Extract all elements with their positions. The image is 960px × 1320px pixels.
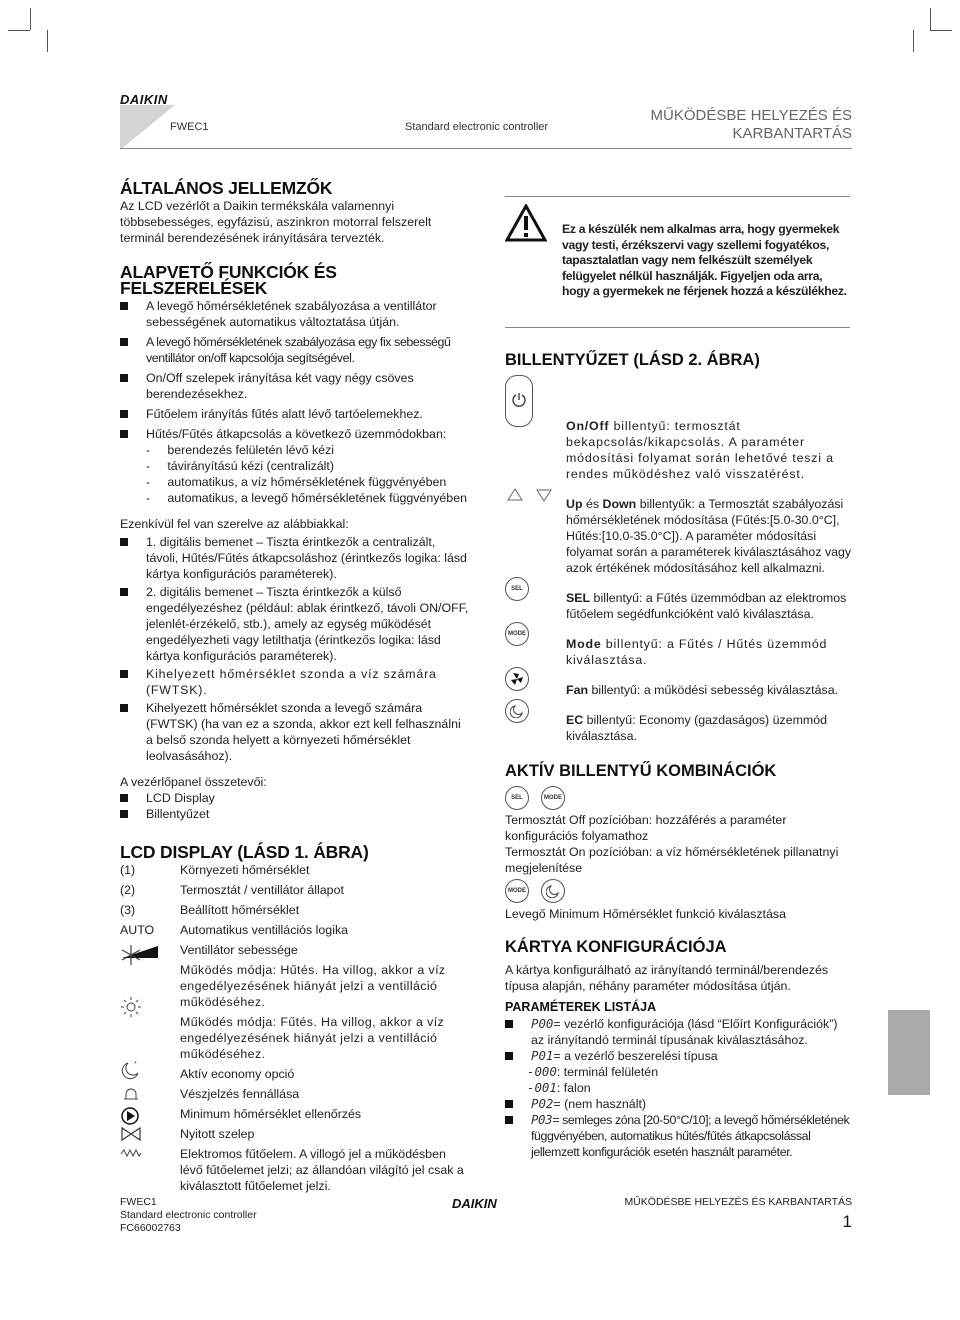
mode-key[interactable]: MODE [541,786,565,810]
lcd-row [120,882,470,898]
header-model: FWEC1 [170,121,209,133]
lcd-text: Vészjelzés fennállása [180,1087,300,1101]
fan-key[interactable] [505,667,529,691]
lcd-key: (3) [120,903,136,917]
header-section [651,107,852,143]
mode-key[interactable]: MODE [505,622,529,646]
crop-mark [913,30,914,52]
moon-star-icon [120,1058,142,1080]
mode-key[interactable]: MODE [505,879,529,903]
lcd-row [120,1146,470,1194]
combo-text: Termosztát On pozícióban: a víz hőmérsékletének pillanatnyi megjelenítése [505,845,839,875]
key-name: On/Off [566,419,610,433]
lcd-legend [120,862,470,1194]
lcd-text: Működés módja: Hűtés. Ha villog, akkor a víz engedélyezésének hiányát jelzi a ventilláció működéséhez. [180,963,446,1009]
lcd-text: Elektromos fűtőelem. A villogó jel a működésben lévő fűtőelemet jelzi; az állandóan világító jel csak a kiválasztott fűtőelemet jelzi. [180,1147,464,1193]
lcd-row [120,862,470,878]
min-temp-icon [120,1106,140,1126]
list-item: LCD Display [120,790,470,806]
page-number: 1 [842,1212,852,1231]
list-item: - távirányítású kézi (centralizált) [146,459,334,473]
list-item: - automatikus, a víz hőmérsékletének függvényében [146,475,447,489]
footer-product: Standard electronic controller [120,1209,257,1221]
ec-key[interactable] [541,879,565,903]
heater-icon [120,1146,142,1160]
fan-icon [509,671,525,687]
on-off-key[interactable] [505,375,533,427]
list-item: Hűtés/Fűtés átkapcsolás a következő üzemmódokban: [120,426,470,442]
key-desc [566,590,852,622]
panel-intro: A vezérlőpanel összetevői: [120,775,267,789]
list-item [505,1064,853,1080]
switch-modes [120,442,470,506]
list-item: A levegő hőmérsékletének szabályozása egy fix sebességű ventillátor on/off kapcsolója segítségével. [120,334,470,366]
keys-title: BILLENTYŰZET (LÁSD 2. ÁBRA) [505,351,760,369]
key-text: billentyű: Economy (gazdaságos) üzemmód kiválasztása. [566,713,828,743]
list-item [505,1080,853,1096]
lcd-title: LCD DISPLAY (LÁSD 1. ÁBRA) [120,842,369,862]
lcd-row [120,942,470,958]
param-code: P01 [531,1048,554,1063]
list-item [505,1112,853,1160]
key-text: billentyűk: a Termosztát szabályozási hőmérsékletének módosítása (Fűtés:[5.0-30.0°C], Hűtés:[10.0-35.0°C]). A paraméter módosítási folyamat során a paraméterek kiválasztásához vagy azok értékének módosításához kell alkalmazni. [566,497,852,575]
dash-text: távirányítású kézi (centralizált) [167,459,334,473]
lcd-key: (2) [120,883,136,897]
lcd-row [120,1014,470,1062]
list-item: - automatikus, a levegő hőmérsékletének függvényében [146,491,467,505]
key-desc [566,682,852,698]
key-text: billentyű: a Fűtés üzemmódban az elektromos fűtőelem segédfunkcióként való kiválasztása. [566,591,847,621]
snowflake-icon [120,944,142,966]
lcd-row [120,1086,470,1102]
params-title: PARAMÉTEREK LISTÁJA [505,1000,657,1014]
left-column [120,180,470,1194]
warning-bottom-rule [505,327,850,328]
lcd-text: Ventillátor sebessége [180,943,298,957]
dash-text: automatikus, a levegő hőmérsékletének függvényében [167,491,467,505]
param-code: P00 [531,1016,554,1031]
lcd-text: Környezeti hőmérséklet [180,863,310,877]
daikin-logo: DAIKIN [120,92,168,107]
alarm-bell-icon [120,1086,142,1104]
lcd-row [120,902,470,918]
header-triangle [120,105,175,150]
combo-title: AKTÍV BILLENTYŰ KOMBINÁCIÓK [505,762,777,780]
ec-key[interactable] [505,699,529,723]
basic-bullets [120,298,470,442]
card-text: A kártya konfigurálható az irányítandó terminál/berendezés típusa alapján, néhány paraméter módosítása útján. [505,963,829,993]
dash-text: automatikus, a víz hőmérsékletének függvényében [167,475,447,489]
list-item: Fűtőelem irányítás fűtés alatt lévő tartóelemekhez. [120,406,470,422]
power-icon [511,392,527,408]
param-code: -001 [527,1080,557,1095]
param-code: P02 [531,1096,554,1111]
up-down-keys[interactable] [505,486,553,504]
lcd-row [120,922,470,938]
list-item: Kihelyezett hőmérséklet szonda a levegő számára (FWTSK) (ha van ez a szonda, akkor ezt kell felhasználni a belső szonda helyett a környezeti hőmérséklet leolvasásához). [120,700,470,764]
lcd-key: AUTO [120,923,155,937]
lcd-row [120,1126,470,1142]
list-item: Billentyűzet [120,806,470,822]
lcd-row [120,1061,470,1082]
param-text: = a vezérlő beszerelési típusa [553,1049,718,1063]
key-text: billentyű: termosztát bekapcsolás/kikapcsolás. A paraméter módosítási folyamat során lehetővé teszi a rendes működéshez való visszatérést. [566,419,834,481]
moon-icon [510,704,524,718]
footer-section: MŰKÖDÉSBE HELYEZÉS ÉS KARBANTARTÁS [624,1196,852,1208]
param-text: : terminál felületén [556,1065,659,1079]
warning-triangle-icon [505,204,547,242]
footer-code: FC66002763 [120,1222,181,1234]
param-text: = (nem használt) [553,1097,647,1111]
key-text: billentyű: a működési sebesség kiválasztása. [588,683,839,697]
crop-mark [930,8,931,30]
warning-text: Ez a készülék nem alkalmas arra, hogy gyermekek vagy testi, érzékszervi vagy szellemi fogyatékos, tapasztalatlan vagy nem felkészült személyek felügyelet nélkül használják. Figyeljen oda arra, hogy a gyermekek ne férjenek hozzá a készülékhez. [562,222,847,299]
svg-text:*: * [134,1061,137,1068]
lcd-text: Termosztát / ventillátor állapot [180,883,344,897]
header-product: Standard electronic controller [405,121,549,133]
list-item [505,1048,853,1064]
param-text: = semleges zóna [20-50°C/10]; a levegő hőmérsékletének függvényében, automatikus hűtés/fűtés átkapcsolással jellemzett konfigurációk esetén használt paraméter. [531,1113,850,1159]
basic-title: ALAPVETŐ FUNKCIÓK ÉS FELSZERELÉSEK [120,262,337,298]
key-name: Fan [566,683,589,697]
param-code: -000 [527,1064,557,1079]
lcd-text: Aktív economy opció [180,1067,295,1081]
sel-key[interactable]: SEL [505,786,529,810]
footer-left [120,1196,257,1235]
crop-mark [8,30,30,31]
crop-mark [30,8,31,30]
list-item: 2. digitális bemenet – Tiszta érintkezők a külső engedélyezéshez (például: ablak érintkező, távoli ON/OFF, jelenlét-érzékelő, stb.), amely az egység működését engedélyezheti vagy letilthatja (érintkezős logika: lásd kártya konfigurációs paraméterek). [120,584,470,664]
side-tab [888,1010,930,1095]
list-item: A levegő hőmérsékletének szabályozása a ventillátor sebességének automatikus változtatása útján. [120,298,470,330]
footer-daikin-logo: DAIKIN [452,1196,497,1211]
key-desc [566,496,852,576]
list-item: - berendezés felületén lévő kézi [146,443,335,457]
dash-text: berendezés felületén lévő kézi [167,443,335,457]
header-section-line2: KARBANTARTÁS [732,125,852,142]
key-text: és [582,497,603,511]
sun-icon [120,996,142,1018]
list-item: 1. digitális bemenet – Tiszta érintkezők a centralizált, távoli, Hűtés/Fűtés átkapcsoláshoz (érintkezős logika: lásd kártya konfigurációs paraméterek). [120,534,470,582]
lcd-row [120,962,470,1010]
combo-text: Levegő Minimum Hőmérséklet funkció kiválasztása [505,907,786,921]
lcd-row [120,1106,470,1122]
key-name: EC [566,713,584,727]
key-name: Up [566,497,583,511]
card-title: KÁRTYA KONFIGURÁCIÓJA [505,938,727,956]
key-name: Down [602,497,637,511]
key-desc [566,418,852,482]
params-list [505,1016,853,1160]
param-text: : falon [556,1081,591,1095]
lcd-text: Működés módja: Fűtés. Ha villog, akkor a víz engedélyezésének hiányát jelzi a ventilláció működéséhez. [180,1015,445,1061]
key-name: SEL [566,591,591,605]
crop-mark [47,30,48,52]
lcd-text: Nyitott szelep [180,1127,255,1141]
crop-mark [930,30,952,31]
key-desc [566,712,852,744]
list-item [505,1096,853,1112]
general-title: ÁLTALÁNOS JELLEMZŐK [120,178,333,198]
keys-list [566,418,852,744]
sel-key[interactable]: SEL [505,577,529,601]
lcd-text: Minimum hőmérséklet ellenőrzés [180,1107,362,1121]
general-text: Az LCD vezérlőt a Daikin termékskála valamennyi többsebességes, egyfázisú, aszinkron motorral felszerelt terminál berendezésének irányítására tervezték. [120,199,432,245]
list-item [505,1016,853,1048]
moon-icon [546,884,560,898]
param-code: P03 [531,1112,553,1127]
param-text: = vezérlő konfigurációja (lásd “Előírt Konfigurációk”) az irányítandó terminál típusának kiválasztásához. [531,1017,838,1047]
extra-intro: Ezenkívül fel van szerelve az alábbiakkal: [120,517,349,531]
list-item: On/Off szelepek irányítása két vagy négy csöves berendezésekhez. [120,370,470,402]
lcd-text: Automatikus ventillációs logika [180,923,349,937]
list-item: Kihelyezett hőmérséklet szonda a víz számára (FWTSK). [120,666,470,698]
warning-top-rule [505,196,850,197]
key-desc [566,636,852,668]
extra-bullets [120,534,470,764]
combo-text: Termosztát Off pozícióban: hozzáférés a paraméter konfigurációs folyamathoz [505,813,787,843]
open-valve-icon [120,1126,142,1142]
header-section-line1: MŰKÖDÉSBE HELYEZÉS ÉS [650,107,852,124]
header-divider [120,148,852,149]
lcd-key: (1) [120,863,136,877]
lcd-text: Beállított hőmérséklet [180,903,300,917]
footer-model: FWEC1 [120,1196,157,1208]
key-text: billentyű: a Fűtés / Hűtés üzemmód kiválasztása. [566,637,828,667]
combo-texts [505,812,853,876]
key-name: Mode [566,637,602,651]
